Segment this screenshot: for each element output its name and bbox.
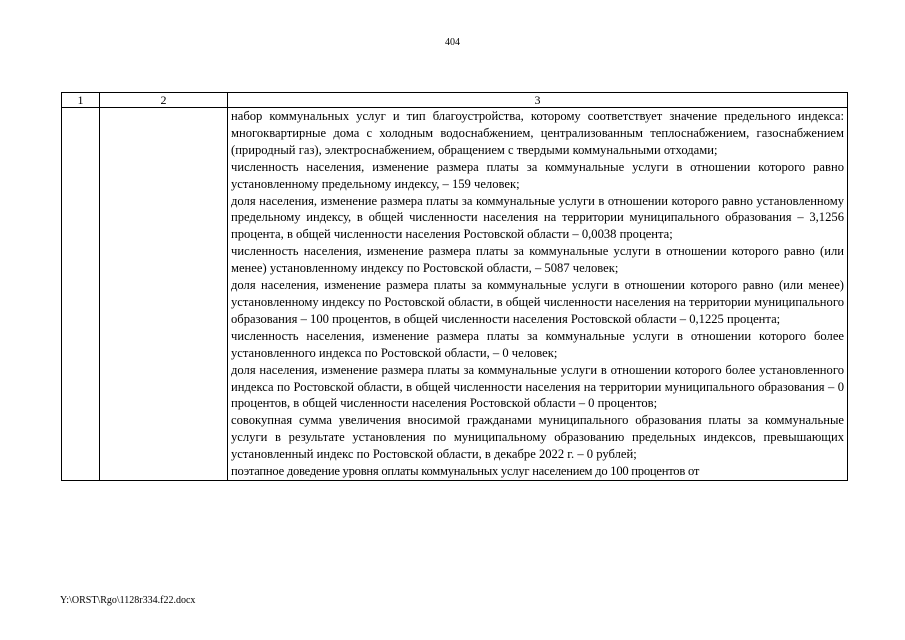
paragraph-total-increase: совокупная сумма увеличения вносимой гражданами муниципального образования платы за коммунальные услуги в результате установления по муниципальному образованию предельных индексов, превышающих установленный индекс по Ростовской области, в декабре 2022 г. – 0 рублей; bbox=[231, 413, 844, 462]
paragraph-population-equal-limit: численность населения, изменение размера платы за коммунальные услуги в отношении которого равно установленному предельному индексу, – 159 человек; bbox=[231, 159, 844, 191]
table-cell-col3 bbox=[228, 108, 848, 481]
paragraph-utilities-set: набор коммунальных услуг и тип благоустройства, которому соответствует значение предельного индекса: многоквартирные дома с холодным водоснабжением, централизованным теплоснабжением, газоснабжением (природный газ), электроснабжением, обращением с твердыми коммунальными отходами; bbox=[231, 109, 844, 157]
paragraph-gradual-payment: поэтапное доведение уровня оплаты коммунальных услуг населением до 100 процентов от bbox=[231, 464, 700, 479]
table-cell-col1 bbox=[62, 108, 100, 481]
paragraph-share-equal-limit: доля населения, изменение размера платы за коммунальные услуги в отношении которого равно установленному предельному индексу, в общей численности населения на территории муниципального образования – 3,1256 процента, в общей численности населения Ростовской области – 0,0038 процента; bbox=[231, 193, 844, 242]
table-row bbox=[62, 108, 848, 481]
document-table bbox=[61, 92, 848, 481]
paragraph-share-above: доля населения, изменение размера платы за коммунальные услуги в отношении которого более установленного индекса по Ростовской области, в общей численности населения на территории муниципального образования – 0 процентов, в общей численности населения Ростовской области – 0 процентов; bbox=[231, 362, 844, 411]
page-number: 404 bbox=[445, 37, 460, 48]
column-header-3: 3 bbox=[228, 93, 848, 108]
paragraph-population-above: численность населения, изменение размера платы за коммунальные услуги в отношении которого более установленного индекса по Ростовской области, – 0 человек; bbox=[231, 328, 844, 360]
paragraph-population-equal-or-less: численность населения, изменение размера платы за коммунальные услуги в отношении которого равно (или менее) установленному индексу по Ростовской области, – 5087 человек; bbox=[231, 244, 844, 276]
table-cell-col2 bbox=[100, 108, 228, 481]
column-header-1: 1 bbox=[62, 93, 100, 108]
column-header-2: 2 bbox=[100, 93, 228, 108]
footer-file-path: Y:\ORST\Rgo\1128r334.f22.docx bbox=[60, 595, 196, 606]
paragraph-share-equal-or-less: доля населения, изменение размера платы за коммунальные услуги в отношении которого равно (или менее) установленному индексу по Ростовской области, в общей численности населения на территории муниципального образования – 100 процентов, в общей численности населения Ростовской области – 0,1225 процента; bbox=[231, 278, 844, 326]
table-header-row bbox=[62, 93, 848, 108]
